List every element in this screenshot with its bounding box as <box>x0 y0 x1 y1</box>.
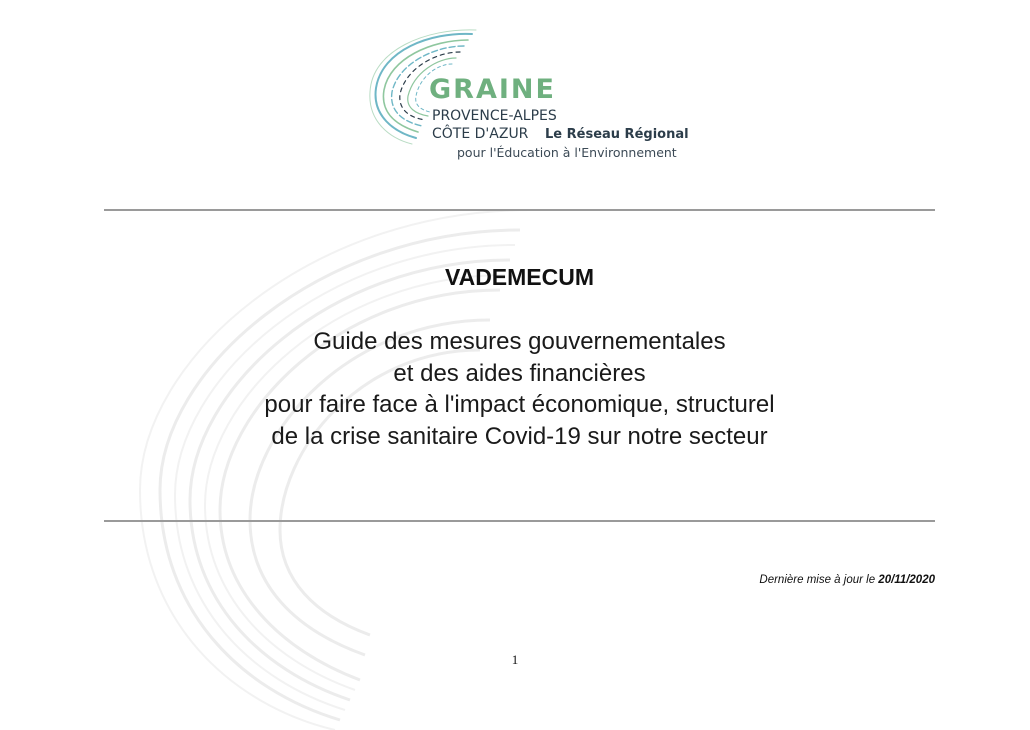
logo-tagline: pour l'Éducation à l'Environnement <box>457 145 677 160</box>
document-title: VADEMECUM <box>444 264 595 290</box>
logo-name: GRAINE <box>429 74 556 105</box>
subtitle-line: Guide des mesures gouvernementales <box>313 328 726 355</box>
logo-network-label: Le Réseau Régional <box>545 127 689 142</box>
last-updated-label: Dernière mise à jour le <box>759 574 876 586</box>
subtitle-line: pour faire face à l'impact économique, structurel <box>264 391 775 418</box>
document-subtitle <box>104 326 935 452</box>
subtitle-line: de la crise sanitaire Covid-19 sur notre secteur <box>271 422 768 450</box>
top-divider <box>104 209 935 211</box>
page-number: 1 <box>511 652 519 667</box>
logo-region-line-2: CÔTE D'AZUR <box>432 126 529 142</box>
last-updated-note <box>759 574 935 586</box>
logo-region-line: PROVENCE-ALPES <box>432 108 557 124</box>
last-updated-date: 20/11/2020 <box>878 574 935 586</box>
bottom-divider <box>104 520 935 522</box>
graine-logo <box>368 28 689 168</box>
subtitle-line: et des aides financières <box>393 359 646 387</box>
